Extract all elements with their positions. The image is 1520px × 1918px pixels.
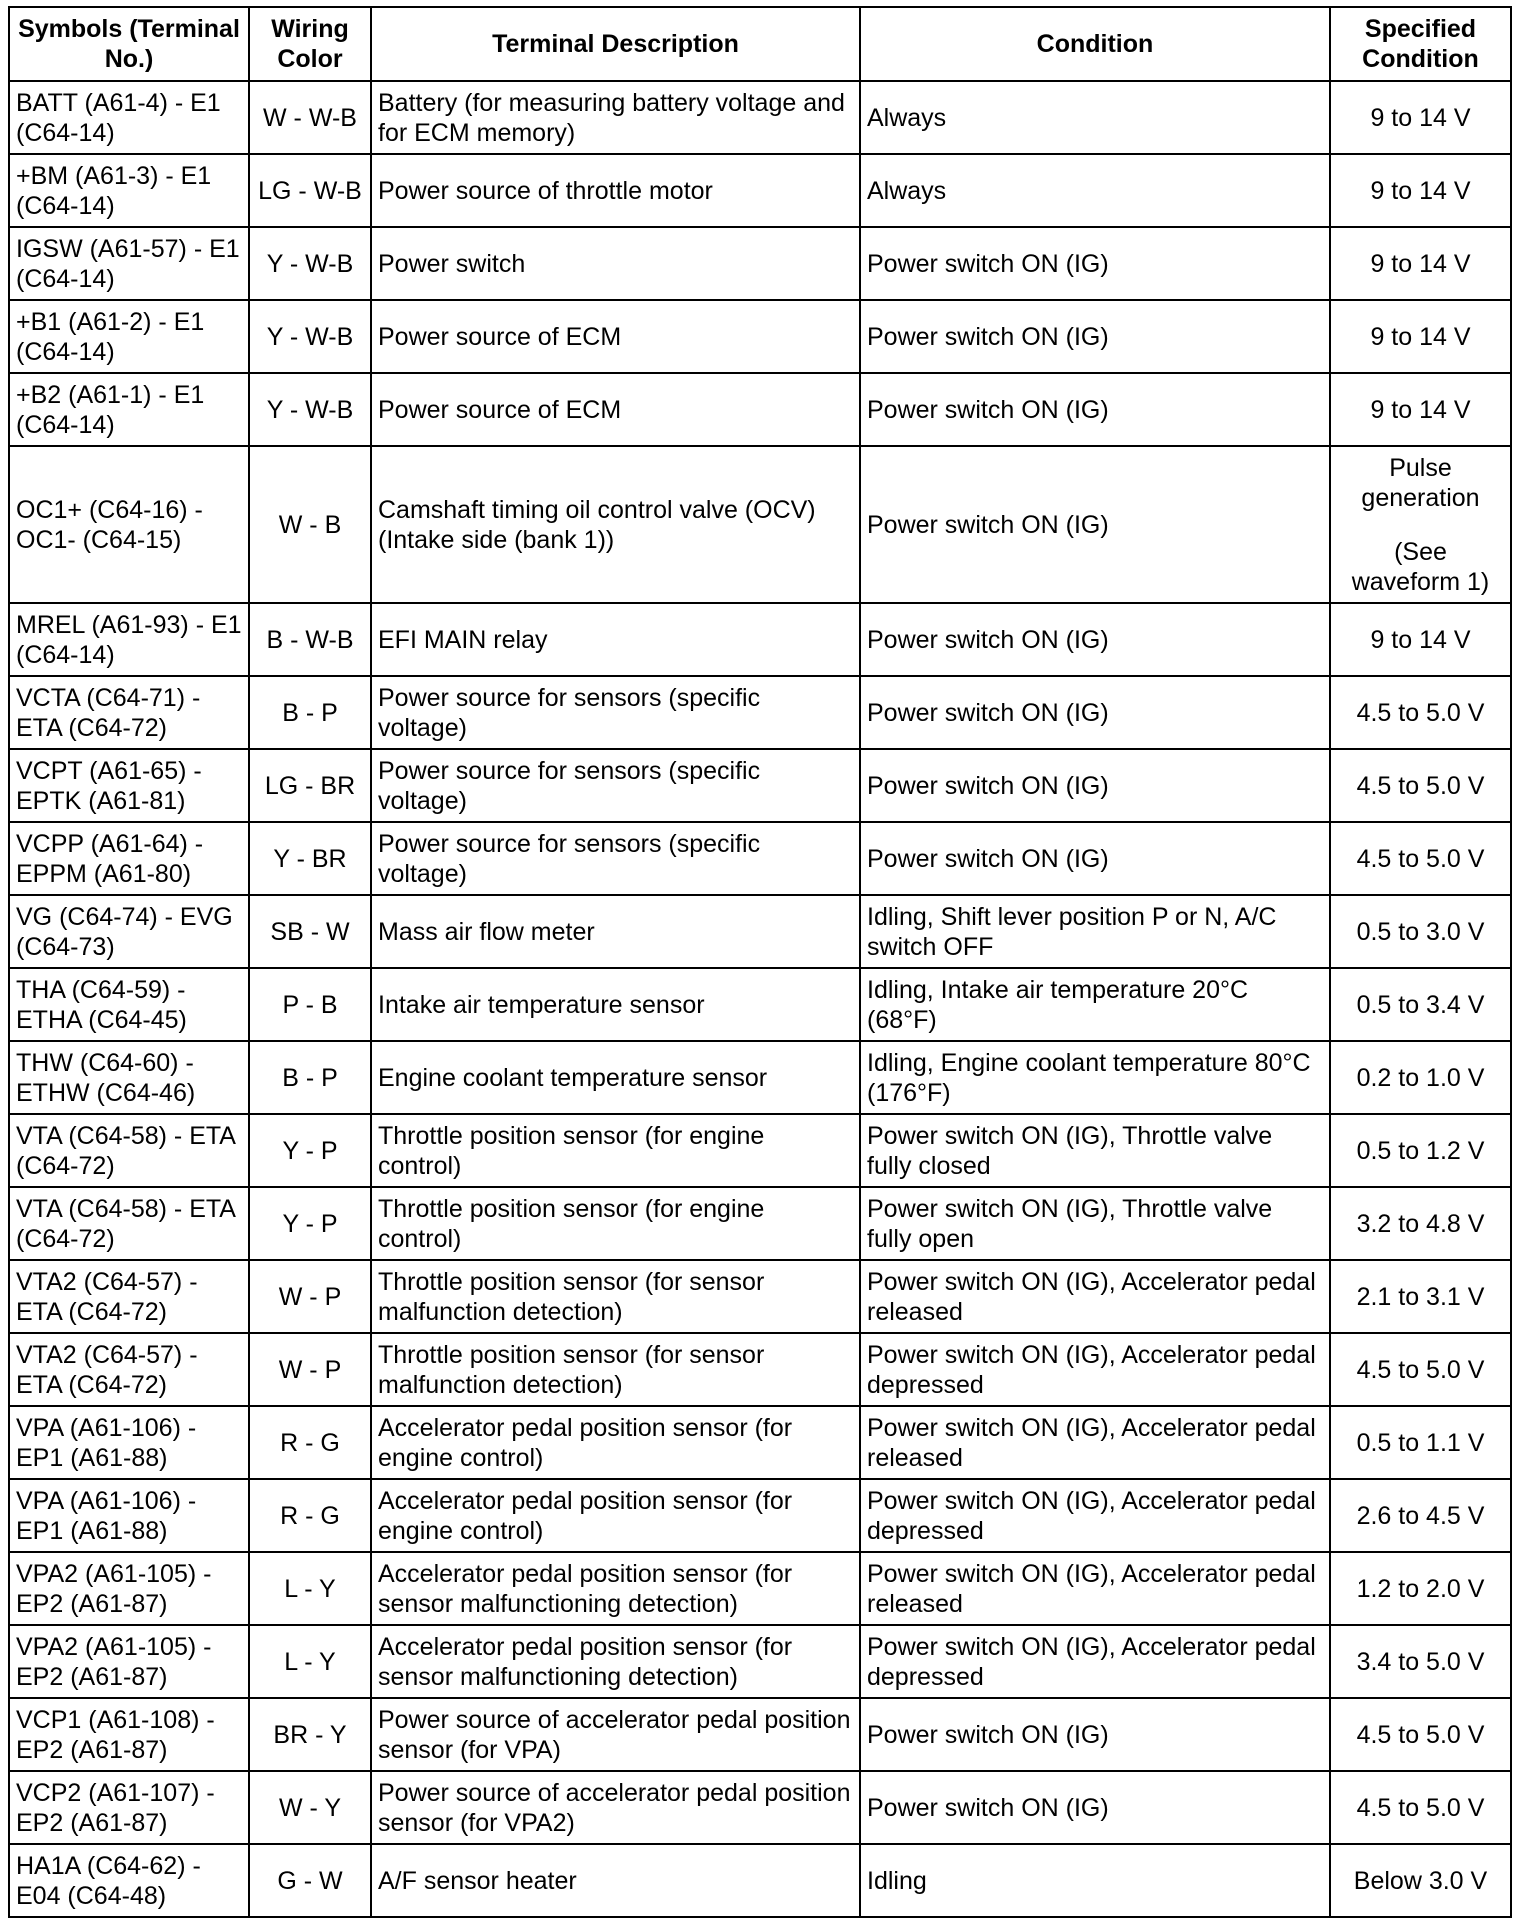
cell-condition: Idling, Intake air temperature 20°C (68°F): [860, 968, 1330, 1041]
cell-terminal-description: Power source of ECM: [371, 300, 860, 373]
cell-symbols: VCTA (C64-71) - ETA (C64-72): [9, 676, 249, 749]
cell-condition: Power switch ON (IG): [860, 1698, 1330, 1771]
cell-wiring-color: B - W-B: [249, 603, 371, 676]
cell-specified-condition: 4.5 to 5.0 V: [1330, 1698, 1511, 1771]
table-row: [9, 1771, 1511, 1844]
cell-symbols: +B1 (A61-2) - E1 (C64-14): [9, 300, 249, 373]
cell-wiring-color: W - P: [249, 1260, 371, 1333]
cell-terminal-description: Accelerator pedal position sensor (for engine control): [371, 1479, 860, 1552]
cell-specified-condition: 9 to 14 V: [1330, 603, 1511, 676]
cell-condition: Idling, Engine coolant temperature 80°C (176°F): [860, 1041, 1330, 1114]
cell-terminal-description: Battery (for measuring battery voltage and for ECM memory): [371, 81, 860, 154]
cell-terminal-description: Throttle position sensor (for engine control): [371, 1114, 860, 1187]
cell-wiring-color: L - Y: [249, 1625, 371, 1698]
cell-terminal-description: Power switch: [371, 227, 860, 300]
table-row: [9, 822, 1511, 895]
cell-terminal-description: Power source of throttle motor: [371, 154, 860, 227]
cell-specified-condition: Below 3.0 V: [1330, 1844, 1511, 1917]
cell-wiring-color: R - G: [249, 1479, 371, 1552]
cell-symbols: VTA (C64-58) - ETA (C64-72): [9, 1187, 249, 1260]
cell-symbols: VPA2 (A61-105) - EP2 (A61-87): [9, 1625, 249, 1698]
cell-condition: Power switch ON (IG): [860, 749, 1330, 822]
cell-specified-condition: 0.5 to 3.0 V: [1330, 895, 1511, 968]
cell-specified-condition: [1330, 446, 1511, 603]
cell-specified-condition: 4.5 to 5.0 V: [1330, 676, 1511, 749]
cell-wiring-color: Y - P: [249, 1114, 371, 1187]
cell-terminal-description: Power source of accelerator pedal position sensor (for VPA2): [371, 1771, 860, 1844]
cell-symbols: MREL (A61-93) - E1 (C64-14): [9, 603, 249, 676]
table-row: [9, 1260, 1511, 1333]
cell-specified-condition: 9 to 14 V: [1330, 154, 1511, 227]
cell-condition: Power switch ON (IG): [860, 822, 1330, 895]
cell-symbols: BATT (A61-4) - E1 (C64-14): [9, 81, 249, 154]
cell-terminal-description: Throttle position sensor (for sensor malfunction detection): [371, 1260, 860, 1333]
cell-condition: Power switch ON (IG), Accelerator pedal depressed: [860, 1479, 1330, 1552]
cell-symbols: VG (C64-74) - EVG (C64-73): [9, 895, 249, 968]
header-terminal-description: Terminal Description: [371, 7, 860, 81]
table-row: [9, 676, 1511, 749]
cell-wiring-color: W - P: [249, 1333, 371, 1406]
cell-wiring-color: SB - W: [249, 895, 371, 968]
cell-condition: Power switch ON (IG), Accelerator pedal released: [860, 1552, 1330, 1625]
cell-specified-condition: 0.5 to 1.2 V: [1330, 1114, 1511, 1187]
cell-condition: Power switch ON (IG): [860, 676, 1330, 749]
cell-specified-condition: 9 to 14 V: [1330, 300, 1511, 373]
cell-specified-condition: 4.5 to 5.0 V: [1330, 749, 1511, 822]
cell-condition: Power switch ON (IG): [860, 300, 1330, 373]
cell-symbols: VPA (A61-106) - EP1 (A61-88): [9, 1479, 249, 1552]
cell-condition: Power switch ON (IG), Accelerator pedal depressed: [860, 1625, 1330, 1698]
header-symbols: Symbols (Terminal No.): [9, 7, 249, 81]
table-row: [9, 373, 1511, 446]
cell-condition: Always: [860, 81, 1330, 154]
cell-wiring-color: W - B: [249, 446, 371, 603]
cell-wiring-color: Y - BR: [249, 822, 371, 895]
cell-condition: Power switch ON (IG), Throttle valve fully open: [860, 1187, 1330, 1260]
cell-wiring-color: LG - BR: [249, 749, 371, 822]
cell-terminal-description: EFI MAIN relay: [371, 603, 860, 676]
cell-symbols: VCPT (A61-65) - EPTK (A61-81): [9, 749, 249, 822]
cell-symbols: VTA (C64-58) - ETA (C64-72): [9, 1114, 249, 1187]
table-row: [9, 227, 1511, 300]
cell-wiring-color: LG - W-B: [249, 154, 371, 227]
cell-specified-condition: 0.5 to 1.1 V: [1330, 1406, 1511, 1479]
cell-symbols: IGSW (A61-57) - E1 (C64-14): [9, 227, 249, 300]
cell-wiring-color: G - W: [249, 1844, 371, 1917]
header-specified-condition: Specified Condition: [1330, 7, 1511, 81]
table-row: [9, 749, 1511, 822]
cell-symbols: VTA2 (C64-57) - ETA (C64-72): [9, 1260, 249, 1333]
cell-symbols: VTA2 (C64-57) - ETA (C64-72): [9, 1333, 249, 1406]
table-row: [9, 895, 1511, 968]
cell-terminal-description: Accelerator pedal position sensor (for sensor malfunctioning detection): [371, 1552, 860, 1625]
cell-symbols: THA (C64-59) - ETHA (C64-45): [9, 968, 249, 1041]
table-header-row: [9, 7, 1511, 81]
table-row: [9, 300, 1511, 373]
cell-wiring-color: Y - P: [249, 1187, 371, 1260]
cell-wiring-color: B - P: [249, 676, 371, 749]
cell-specified-condition: 0.5 to 3.4 V: [1330, 968, 1511, 1041]
cell-terminal-description: Mass air flow meter: [371, 895, 860, 968]
cell-condition: Power switch ON (IG): [860, 446, 1330, 603]
cell-specified-condition: 2.6 to 4.5 V: [1330, 1479, 1511, 1552]
cell-terminal-description: Throttle position sensor (for engine control): [371, 1187, 860, 1260]
cell-condition: Idling: [860, 1844, 1330, 1917]
header-wiring-color: Wiring Color: [249, 7, 371, 81]
cell-wiring-color: W - W-B: [249, 81, 371, 154]
cell-condition: Power switch ON (IG), Throttle valve fully closed: [860, 1114, 1330, 1187]
cell-specified-condition: 0.2 to 1.0 V: [1330, 1041, 1511, 1114]
cell-symbols: OC1+ (C64-16) - OC1- (C64-15): [9, 446, 249, 603]
cell-terminal-description: Power source for sensors (specific voltage): [371, 822, 860, 895]
cell-wiring-color: Y - W-B: [249, 300, 371, 373]
ecm-terminal-table: [8, 6, 1512, 1918]
table-body: [9, 81, 1511, 1917]
cell-terminal-description: Accelerator pedal position sensor (for engine control): [371, 1406, 860, 1479]
cell-condition: Power switch ON (IG), Accelerator pedal released: [860, 1260, 1330, 1333]
table-row: [9, 1552, 1511, 1625]
cell-specified-condition: 4.5 to 5.0 V: [1330, 1333, 1511, 1406]
cell-symbols: HA1A (C64-62) - E04 (C64-48): [9, 1844, 249, 1917]
cell-wiring-color: B - P: [249, 1041, 371, 1114]
cell-symbols: +BM (A61-3) - E1 (C64-14): [9, 154, 249, 227]
cell-wiring-color: R - G: [249, 1406, 371, 1479]
cell-specified-condition: 2.1 to 3.1 V: [1330, 1260, 1511, 1333]
table-row: [9, 154, 1511, 227]
cell-condition: Idling, Shift lever position P or N, A/C switch OFF: [860, 895, 1330, 968]
cell-symbols: VCP2 (A61-107) - EP2 (A61-87): [9, 1771, 249, 1844]
table-row: [9, 446, 1511, 603]
table-row: [9, 1479, 1511, 1552]
cell-wiring-color: L - Y: [249, 1552, 371, 1625]
cell-terminal-description: A/F sensor heater: [371, 1844, 860, 1917]
cell-condition: Power switch ON (IG): [860, 1771, 1330, 1844]
cell-terminal-description: Power source for sensors (specific voltage): [371, 749, 860, 822]
cell-wiring-color: Y - W-B: [249, 227, 371, 300]
table-row: [9, 1187, 1511, 1260]
cell-symbols: THW (C64-60) - ETHW (C64-46): [9, 1041, 249, 1114]
cell-condition: Always: [860, 154, 1330, 227]
cell-specified-condition: 4.5 to 5.0 V: [1330, 822, 1511, 895]
cell-condition: Power switch ON (IG), Accelerator pedal depressed: [860, 1333, 1330, 1406]
cell-terminal-description: Camshaft timing oil control valve (OCV) (Intake side (bank 1)): [371, 446, 860, 603]
cell-wiring-color: P - B: [249, 968, 371, 1041]
header-condition: Condition: [860, 7, 1330, 81]
cell-specified-condition: 1.2 to 2.0 V: [1330, 1552, 1511, 1625]
cell-condition: Power switch ON (IG), Accelerator pedal released: [860, 1406, 1330, 1479]
table-row: [9, 1844, 1511, 1917]
cell-wiring-color: W - Y: [249, 1771, 371, 1844]
cell-specified-condition: 9 to 14 V: [1330, 373, 1511, 446]
table-row: [9, 603, 1511, 676]
cell-specified-condition: 3.2 to 4.8 V: [1330, 1187, 1511, 1260]
cell-specified-condition: 3.4 to 5.0 V: [1330, 1625, 1511, 1698]
cell-terminal-description: Power source for sensors (specific voltage): [371, 676, 860, 749]
cell-terminal-description: Engine coolant temperature sensor: [371, 1041, 860, 1114]
cell-symbols: VPA (A61-106) - EP1 (A61-88): [9, 1406, 249, 1479]
terminal-table-page: [8, 6, 1510, 1918]
cell-wiring-color: BR - Y: [249, 1698, 371, 1771]
cell-symbols: VPA2 (A61-105) - EP2 (A61-87): [9, 1552, 249, 1625]
table-row: [9, 1625, 1511, 1698]
cell-condition: Power switch ON (IG): [860, 227, 1330, 300]
cell-specified-condition: 4.5 to 5.0 V: [1330, 1771, 1511, 1844]
table-row: [9, 1406, 1511, 1479]
cell-terminal-description: Intake air temperature sensor: [371, 968, 860, 1041]
cell-terminal-description: Power source of accelerator pedal position sensor (for VPA): [371, 1698, 860, 1771]
cell-terminal-description: Accelerator pedal position sensor (for sensor malfunctioning detection): [371, 1625, 860, 1698]
cell-specified-condition: 9 to 14 V: [1330, 81, 1511, 154]
cell-symbols: +B2 (A61-1) - E1 (C64-14): [9, 373, 249, 446]
cell-symbols: VCPP (A61-64) - EPPM (A61-80): [9, 822, 249, 895]
specified-note: (See waveform 1): [1351, 537, 1490, 596]
cell-condition: Power switch ON (IG): [860, 603, 1330, 676]
table-row: [9, 968, 1511, 1041]
table-row: [9, 1333, 1511, 1406]
table-row: [9, 1041, 1511, 1114]
cell-symbols: VCP1 (A61-108) - EP2 (A61-87): [9, 1698, 249, 1771]
cell-specified-condition: 9 to 14 V: [1330, 227, 1511, 300]
table-row: [9, 1114, 1511, 1187]
cell-terminal-description: Power source of ECM: [371, 373, 860, 446]
table-row: [9, 81, 1511, 154]
table-row: [9, 1698, 1511, 1771]
cell-condition: Power switch ON (IG): [860, 373, 1330, 446]
cell-wiring-color: Y - W-B: [249, 373, 371, 446]
specified-value: Pulse generation: [1361, 453, 1480, 512]
cell-terminal-description: Throttle position sensor (for sensor malfunction detection): [371, 1333, 860, 1406]
